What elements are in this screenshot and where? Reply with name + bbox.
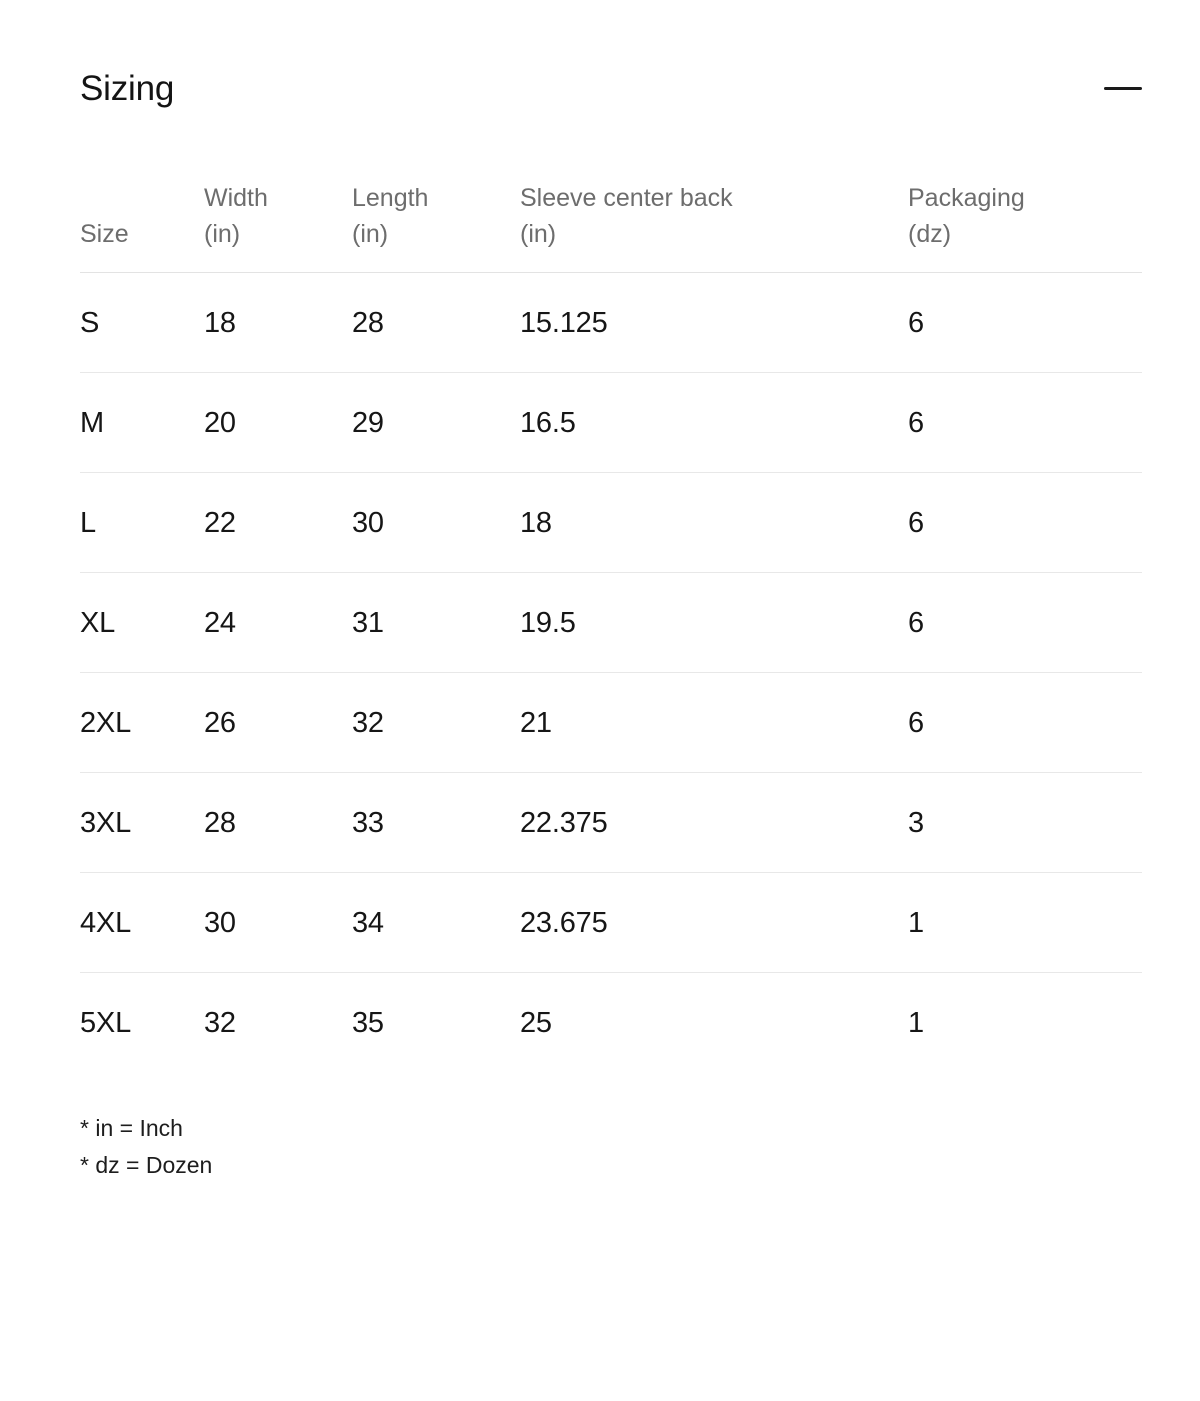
column-header-packaging-unit: (dz) <box>908 219 952 248</box>
table-row <box>80 973 1142 1073</box>
cell-packaging: 6 <box>908 673 1142 773</box>
cell-width: 24 <box>204 573 352 673</box>
cell-length: 33 <box>352 773 520 873</box>
cell-width: 32 <box>204 1007 236 1040</box>
panel-header <box>80 42 1142 135</box>
cell-packaging: 1 <box>908 873 1142 973</box>
cell-length: 28 <box>352 273 520 373</box>
cell-size: M <box>80 373 204 473</box>
table-row <box>80 573 1142 673</box>
column-header-length <box>352 181 520 273</box>
table-header <box>80 181 1142 273</box>
cell-sleeve: 18 <box>520 473 908 573</box>
table-row <box>80 873 1142 973</box>
column-header-sleeve-label: Sleeve center back <box>520 184 733 213</box>
column-header-width <box>204 181 352 273</box>
sizing-table <box>80 181 1142 1072</box>
column-header-size <box>80 181 204 273</box>
cell-sleeve: 21 <box>520 673 908 773</box>
column-header-sleeve-unit: (in) <box>520 219 557 248</box>
cell-width: 18 <box>204 273 352 373</box>
column-header-length-unit: (in) <box>352 219 389 248</box>
cell-length: 34 <box>352 873 520 973</box>
column-header-packaging <box>908 181 1142 273</box>
table-row <box>80 473 1142 573</box>
column-header-width-label: Width <box>204 184 268 213</box>
cell-length: 30 <box>352 473 520 573</box>
table-header-row <box>80 181 1142 273</box>
column-header-length-label: Length <box>352 184 429 213</box>
cell-sleeve: 22.375 <box>520 773 908 873</box>
cell-length: 32 <box>352 673 520 773</box>
footnotes <box>80 1110 1142 1225</box>
cell-sleeve: 19.5 <box>520 573 908 673</box>
column-header-sleeve-center-back <box>520 181 908 273</box>
page-title: Sizing <box>80 69 175 109</box>
table-body <box>80 273 1142 1073</box>
column-header-packaging-label: Packaging <box>908 184 1025 213</box>
minus-icon <box>1104 87 1142 90</box>
cell-size: 2XL <box>80 673 204 773</box>
table-row <box>80 273 1142 373</box>
cell-length: 29 <box>352 373 520 473</box>
cell-size: L <box>80 473 204 573</box>
cell-length: 35 <box>352 1007 384 1040</box>
cell-sleeve: 15.125 <box>520 273 908 373</box>
cell-width: 26 <box>204 673 352 773</box>
cell-size: 4XL <box>80 873 204 973</box>
cell-size: 3XL <box>80 773 204 873</box>
cell-packaging: 6 <box>908 473 1142 573</box>
cell-size: S <box>80 273 204 373</box>
cell-sleeve: 16.5 <box>520 373 908 473</box>
table-row <box>80 673 1142 773</box>
cell-size: XL <box>80 573 204 673</box>
cell-length: 31 <box>352 573 520 673</box>
footnote-inch: * in = Inch <box>80 1115 183 1142</box>
collapse-section-button[interactable] <box>1098 74 1142 104</box>
cell-sleeve: 25 <box>520 1007 552 1040</box>
table-row <box>80 773 1142 873</box>
footnote-dozen: * dz = Dozen <box>80 1152 213 1179</box>
cell-width: 20 <box>204 373 352 473</box>
table-row <box>80 373 1142 473</box>
column-header-size-label: Size <box>80 219 129 248</box>
cell-packaging: 6 <box>908 373 1142 473</box>
cell-packaging: 1 <box>908 1007 924 1040</box>
cell-width: 30 <box>204 873 352 973</box>
cell-width: 22 <box>204 473 352 573</box>
cell-packaging: 6 <box>908 573 1142 673</box>
cell-sleeve: 23.675 <box>520 873 908 973</box>
cell-width: 28 <box>204 773 352 873</box>
cell-size: 5XL <box>80 1007 131 1040</box>
column-header-width-unit: (in) <box>204 219 241 248</box>
cell-packaging: 6 <box>908 273 1142 373</box>
cell-packaging: 3 <box>908 773 1142 873</box>
